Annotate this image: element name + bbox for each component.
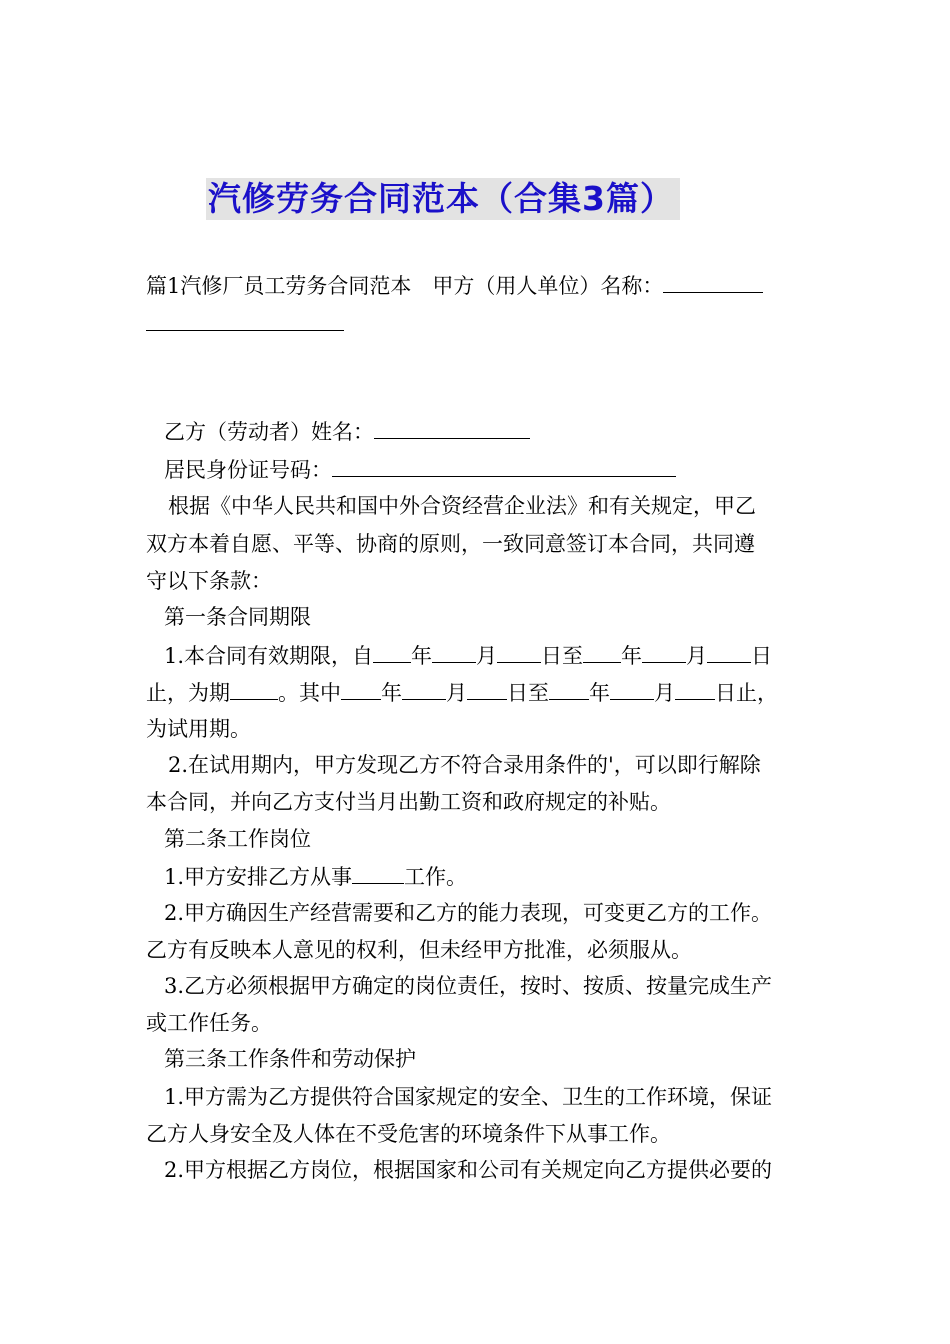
year-label: 年 (381, 681, 402, 705)
party-b-name-blank (374, 416, 530, 439)
article-3-item-1-line-2 (146, 1119, 671, 1149)
heading-line-continued (146, 308, 344, 339)
day-to-label: 日至 (541, 644, 584, 668)
article-1-item-2-text-2: 本合同，并向乙方支付当月出勤工资和政府规定的补贴。 (146, 790, 671, 814)
term-from-label: 1.本合同有效期限，自 (164, 644, 374, 668)
term-period-label: 止，为期 (146, 681, 230, 705)
article-1-item-2-text-1: 2.在试用期内，甲方发现乙方不符合录用条件的'，可以即行解除 (168, 753, 761, 777)
article-1-title (164, 602, 311, 632)
probation-end-year-blank (549, 677, 589, 700)
start-day-blank (497, 640, 541, 663)
month-label: 月 (654, 681, 675, 705)
title-container (206, 178, 680, 220)
article-2-item-3-text-1: 3.乙方必须根据甲方确定的岗位责任，按时、按质、按量完成生产 (164, 974, 773, 998)
article-1-item-2-line-2 (146, 787, 671, 817)
article-2-item-3-text-2: 或工作任务。 (146, 1011, 272, 1035)
day-stop-label: 日止， (715, 681, 778, 705)
article-3-item-2-line-1 (164, 1155, 772, 1185)
article-3-item-1-text-1: 1.甲方需为乙方提供符合国家规定的安全、卫生的工作环境，保证 (164, 1085, 773, 1109)
intro-text-3: 守以下条款： (146, 569, 272, 593)
term-period-blank (230, 677, 278, 700)
month-label: 月 (686, 644, 708, 668)
party-b-name-line (164, 416, 530, 447)
year-label: 年 (621, 644, 643, 668)
start-year-blank (373, 640, 411, 663)
article-1-item-1-line-1 (164, 640, 772, 671)
party-b-name-label: 乙方（劳动者）姓名： (164, 420, 374, 444)
probation-start-month-blank (402, 677, 446, 700)
article-1-item-1-line-2 (146, 677, 778, 708)
end-year-blank (583, 640, 621, 663)
id-number-line (164, 454, 676, 485)
probation-end-day-blank (675, 677, 715, 700)
article-2-title-text: 第二条工作岗位 (164, 827, 311, 851)
probation-start-year-blank (341, 677, 381, 700)
intro-text-2: 双方本着自愿、平等、协商的原则，一致同意签订本合同，共同遵 (146, 532, 755, 556)
probation-intro-label: 。其中 (278, 681, 341, 705)
employer-name-blank (663, 270, 763, 293)
heading-line (146, 270, 763, 301)
article-3-title (164, 1044, 416, 1074)
probation-label: 为试用期。 (146, 717, 251, 741)
document-title: 汽修劳务合同范本（合集3篇） (206, 178, 680, 220)
article-2-title (164, 824, 311, 854)
article-2-item-2-line-1 (164, 898, 772, 928)
job-blank (352, 861, 404, 884)
heading-text: 篇1汽修厂员工劳务合同范本 甲方（用人单位）名称： (146, 274, 664, 298)
probation-start-day-blank (467, 677, 507, 700)
article-2-item-1 (164, 861, 467, 892)
month-label: 月 (476, 644, 498, 668)
article-3-item-2-text-1: 2.甲方根据乙方岗位，根据国家和公司有关规定向乙方提供必要的 (164, 1158, 773, 1182)
intro-paragraph-line-3 (146, 566, 272, 596)
article-2-item-3-line-1 (164, 971, 772, 1001)
job-assignment-label: 1.甲方安排乙方从事 (164, 865, 353, 889)
end-month-blank (642, 640, 686, 663)
day-label: 日 (751, 644, 773, 668)
article-1-item-1-line-3 (146, 714, 251, 744)
article-3-item-1-text-2: 乙方人身安全及人体在不受危害的环境条件下从事工作。 (146, 1122, 671, 1146)
intro-text-1: 根据《中华人民共和国中外合资经营企业法》和有关规定，甲乙 (168, 494, 756, 518)
article-1-item-2-line-1 (168, 750, 761, 780)
start-month-blank (432, 640, 476, 663)
id-number-label: 居民身份证号码： (164, 458, 332, 482)
probation-end-month-blank (610, 677, 654, 700)
month-label: 月 (446, 681, 467, 705)
year-label: 年 (589, 681, 610, 705)
article-1-title-text: 第一条合同期限 (164, 605, 311, 629)
year-label: 年 (411, 644, 433, 668)
article-2-item-3-line-2 (146, 1008, 272, 1038)
intro-paragraph-line-1 (168, 491, 756, 521)
article-2-item-2-text-1: 2.甲方确因生产经营需要和乙方的能力表现，可变更乙方的工作。 (164, 901, 773, 925)
job-suffix-label: 工作。 (404, 865, 468, 889)
day-to-label: 日至 (507, 681, 549, 705)
article-3-title-text: 第三条工作条件和劳动保护 (164, 1047, 416, 1071)
id-number-blank (332, 454, 676, 477)
employer-name-blank-continued (146, 308, 344, 331)
article-2-item-2-line-2 (146, 935, 692, 965)
intro-paragraph-line-2 (146, 529, 755, 559)
article-3-item-1-line-1 (164, 1082, 772, 1112)
article-2-item-2-text-2: 乙方有反映本人意见的权利，但未经甲方批准，必须服从。 (146, 938, 692, 962)
end-day-blank (707, 640, 751, 663)
